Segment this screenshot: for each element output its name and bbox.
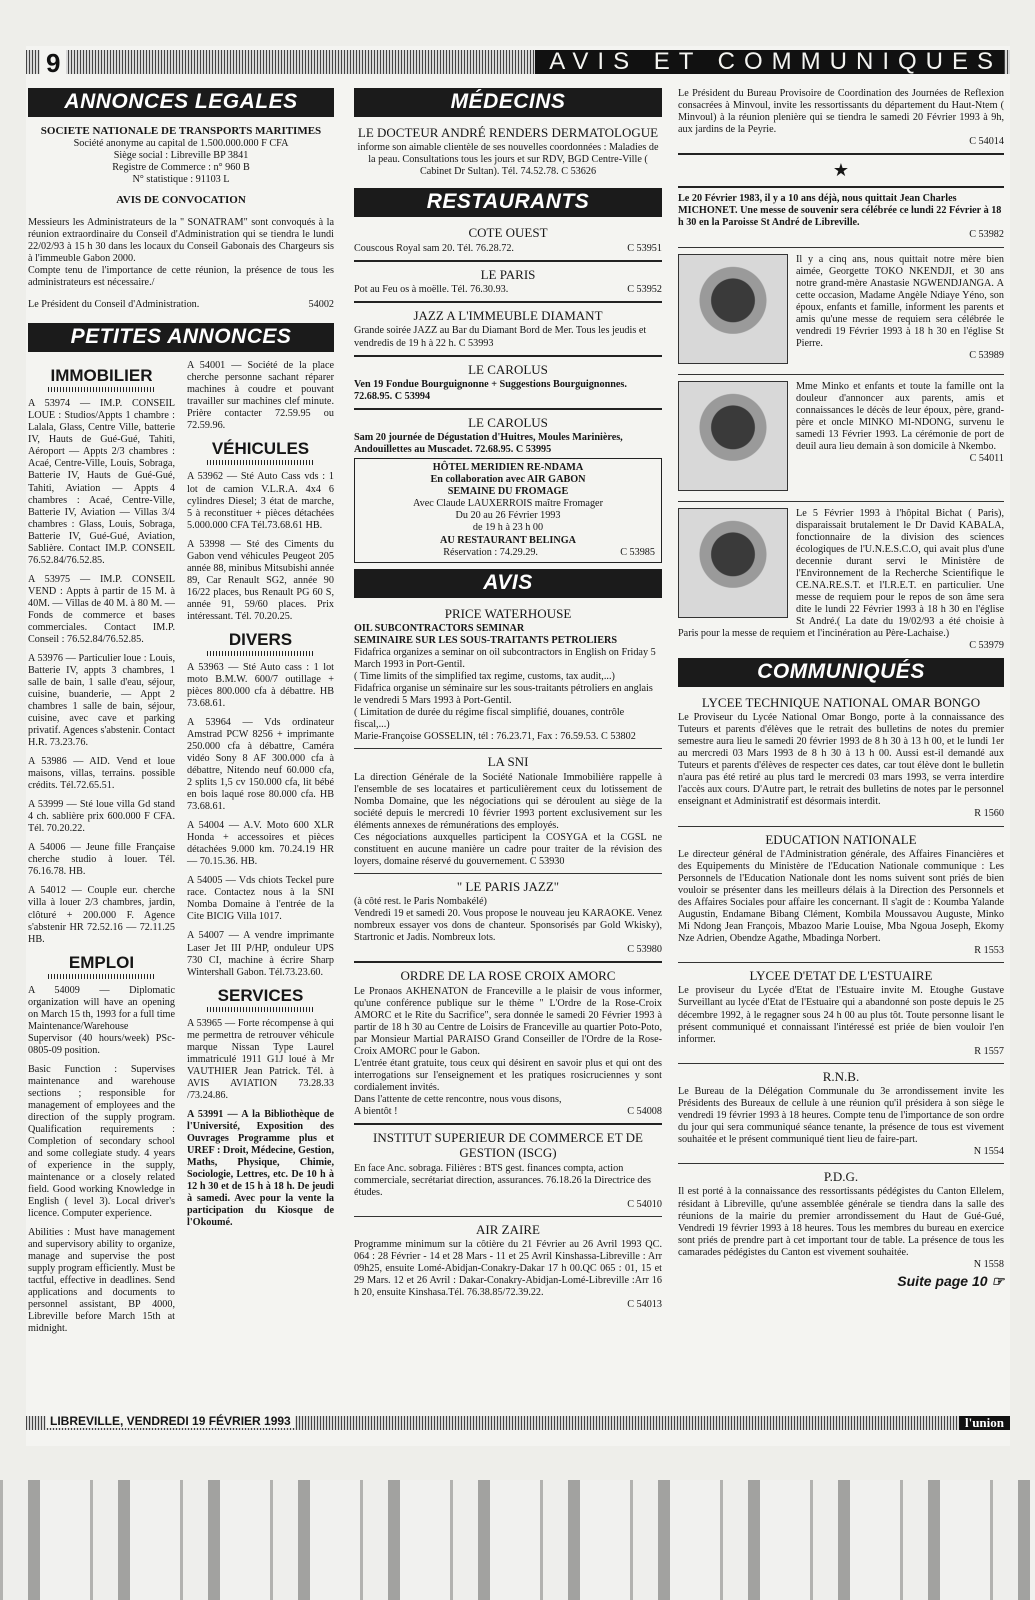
obituary-ref: C 53989: [969, 349, 1004, 361]
classified-ad: Abilities : Must have management and supervisory ability to organize, manage and supervise the post supply program efficiently. Must be tactful, effective in deadlines. Send applications and documents to personnel assistant, BP 4000, Libreville before March 15th at midnight.: [28, 1227, 175, 1335]
lycee-estuaire-title: LYCEE D'ETAT DE L'ESTUAIRE: [749, 968, 933, 984]
restaurant-title: LE PARIS: [480, 266, 536, 282]
snt-details: [28, 138, 334, 186]
footer-bar: [26, 1416, 1010, 1430]
pw-ref: C 53802: [601, 731, 636, 743]
classified-ad: Basic Function : Supervises maintenance and warehouse sections ; responsible for management of employees and the direction of the supply program. Qualification requirements : Completion of secondary school and some collegiate study. 4 years of experience in the supply, maintenance or a closely related field. Good working Knowledge in English ( level 3). Local driver's licence. Computer experience.: [28, 1063, 175, 1220]
divider: [678, 374, 1004, 375]
pw-title: PRICE WATERHOUSE: [444, 605, 572, 621]
banner-annonces-legales: ANNONCES LEGALES: [28, 88, 334, 117]
classified-ad: A 54007 — A vendre imprimante Laser Jet III P/HP, onduleur UPS 730 CI, machine à écrire Sharp Wintershall Gabon. Tél.73.23.60.: [187, 930, 334, 978]
classified-ad: A 53976 — Particulier loue : Louis, Batterie IV, appts 3 chambres, 1 salle de bain, 1 salle d'eau, séjour, cuisine, buanderie, — Appt 2 chambres 1 salle de bain, séjour, cuisine, avec cave et parking privatif. Agences s'abstenir. Contact H.R. 73.23.76.: [28, 652, 175, 749]
rose-croix-text: Dans l'attente de cette rencontre, nous vous disons,: [354, 1093, 562, 1105]
meridien-line: Avec Claude LAUXERROIS maître Fromager: [413, 498, 603, 510]
avis-convocation-title: AVIS DE CONVOCATION: [116, 194, 246, 207]
meridien-line: HÔTEL MERIDIEN RE-NDAMA: [432, 462, 584, 474]
category-underline: [207, 1007, 314, 1012]
air-zaire-ref: C 54013: [627, 1299, 662, 1311]
lycee-omar-bongo-title: LYCEE TECHNIQUE NATIONAL OMAR BONGO: [701, 694, 981, 710]
obituary-text: Il y a cinq ans, nous quittait notre mère bien aimée, Georgette TOKO NKENDJI, et 30 ans notre grand-mère Anastasie NGWENDJANGA. A cette occasion, Madame Angèle Ndiaye Yéno, son époux, enfants et famille, informent les parents et amis qu'une messe de requiem sera célébrée le vendredi 19 Février 1993 à 18 h 30 en l'église St Pierre.: [796, 253, 1004, 349]
divider: [354, 355, 662, 357]
divider: [678, 247, 1004, 248]
restaurant-title: LE CAROLUS: [468, 414, 548, 430]
restaurant-row: [354, 284, 662, 296]
divider: [678, 826, 1004, 827]
iscg-title: INSTITUT SUPERIEUR DE COMMERCE ET DE GESTION (ISCG): [373, 1129, 643, 1161]
category-emploi: EMPLOI: [68, 952, 135, 972]
lycee-estuaire-text: Le proviseur du Lycée d'Etat de l'Estuaire invite M. Etoughe Gustave Surveillant au lycée d'Etat de l'Estuaire qui a abandonné son poste depuis le 25 décembre 1992, à le regagner sous 24 h 00 au plus tôt. Toute personne lisant le présent communiqué et connaissant l'intéressé est priée de bien vouloir l'en informer.: [678, 985, 1004, 1045]
meridien-line: de 19 h à 23 h 00: [472, 522, 544, 534]
medecin-text: informe son aimable clientèle de ses nouvelles coordonnées : Maladies de la peau. Consultations tous les jours et sur RDV, BGD Centre-Ville ( Cabinet Dr Sultan). Tél. 74.52.78.: [357, 142, 659, 178]
rose-croix-end-row: [354, 1106, 662, 1118]
medecin-title: LE DOCTEUR ANDRÉ RENDERS DERMATOLOGUE: [357, 125, 659, 140]
divider: [678, 153, 1004, 155]
classified-ad: A 53964 — Vds ordinateur Amstrad PCW 8256 + imprimante 250.000 cfa à débattre, Caméra vidéo Sony 8 AF 300.000 cfa à débattre, Nitendo neuf 60.000 cfa, 2 splits 1,5 cv 150.000 cfa, lit bébé en bois laqué rose 80.000 cfa. HB 73.68.61.: [187, 716, 334, 813]
divider: [354, 961, 662, 963]
footer-dateline: LIBREVILLE, VENDREDI 19 FÉVRIER 1993: [46, 1414, 295, 1428]
restaurant-ref: C 53995: [515, 444, 552, 456]
restaurant-ref: C 53993: [458, 337, 494, 349]
restaurant-title: LE CAROLUS: [468, 361, 548, 377]
divider: [354, 260, 662, 262]
rose-croix-ref: C 54008: [627, 1105, 662, 1117]
restaurant-title: JAZZ A L'IMMEUBLE DIAMANT: [413, 308, 603, 324]
classified-ad: A 53963 — Sté Auto cass : 1 lot moto B.M.W. 600/7 outillage + pièces 800.000 cfa à débattre. HB 73.68.61.: [187, 661, 334, 709]
air-zaire-title: AIR ZAIRE: [476, 1221, 540, 1237]
banner-restaurants: RESTAURANTS: [354, 188, 662, 217]
header-bar: [26, 48, 1010, 78]
divider: [678, 1063, 1004, 1064]
classified-ad: A 53974 — IM.P. CONSEIL LOUE : Studios/Appts 1 chambre : Lalala, Glass, Centre Ville, batterie IV, Hauts de Gué-Gué, Tahiti, Aéroport — Appts 2/3 chambres : Acaé, Centre-Ville, Louis, Sobraga, Batterie IV, Hauts de Gué-Gué, Tahiti, Aviation — Appts 4 chambres : Acaé, Centre-Ville, Batterie IV, Aviation — Villas 3/4 chambres : Glass, Louis, Sobraga, Batterie IV, Gué-Gué, Aviation, Sablière. Contact IM.P. CONSEIL 76.52.84/76.52.85.: [28, 398, 175, 566]
sni-text-row: [354, 832, 662, 868]
restaurant-ref: C 53951: [627, 242, 662, 254]
divider: [354, 301, 662, 303]
education-nationale-ref: R 1553: [974, 945, 1004, 957]
restaurant-row: [354, 432, 662, 456]
star-icon: ★: [832, 160, 850, 181]
column-medecins-restaurants-avis: [354, 88, 662, 1311]
classified-ad: A 53999 — Sté loue villa Gd stand 4 ch. sablière prix 600.000 F CFA. Tél. 70.20.22.: [28, 799, 175, 835]
avis-convocation-text-2: Compte tenu de l'importance de cette réunion, la présence de tous les administrateurs est nécessaire./: [28, 265, 334, 289]
banner-petites-annonces: PETITES ANNONCES: [28, 323, 334, 352]
classifieds-right: [187, 360, 334, 1342]
avis-convocation-text: Messieurs les Administrateurs de la " SONATRAM" sont convoqués à la réunion extraordinaire du Conseil d'Administration qui se tiendra le lundi 22/02/93 à 15 h 30 dans les locaux du Conseil Gabonais des Chargeurs sis à l'immeuble Gabon 2000.: [28, 217, 334, 265]
obituary-ref: C 53979: [969, 639, 1004, 651]
avis-ref: 54002: [308, 299, 334, 311]
rose-croix-text: Le Pronaos AKHENATON de Franceville a le plaisir de vous informer, qu'une conférence publique sur le thème " L'Ordre de la Rose-Croix AMORC et le Rite du Sacrifice", sera donnée le samedi 20 Février 1993 à partir de 18 h 30 au Centre de Loisirs de Franceville au quartier Poto-Poto, par Monsieur Martial PARAISO Grand Conseiller de l'Ordre de la Rose-Croix AMORC pour le Gabon.: [354, 985, 662, 1057]
snt-line: Société anonyme au capital de 1.500.000.000 F CFA: [73, 137, 289, 149]
rnb-text: Le Bureau de la Délégation Communale du 3e arrondissement invite les Présidents des Bureaux de cellule à une réunion qu'il présidera à son siège le vendredi 19 février 1993 à 18 heures. Compte tenu de l'importance de son ordre du jour qui sera communiqué séance tenante, la présence de tous est vivement souhaitée et le présent communiqué tient lieu de faire-part.: [678, 1085, 1004, 1146]
pdg-ref: N 1558: [973, 1258, 1004, 1270]
air-zaire-text: Programme minimum sur la côtière du 21 Février au 26 Avril 1993 QC. 064 : 28 Février - 14 et 28 Mars - 11 et 25 Avril Kinshassa-Libreville : Arr 09h25, ensuite Lomé-Abidjan-Conakry-Dakar 17 h 00.QC 065 : 01, 15 et 29 Mars. 12 et 26 Avril : Dakar-Conakry-Abidjan-Lomé-Libreville :Arr 16 h 20, ensuite Kinshasa.Tél. 76.38.85/72.39.22.: [354, 1239, 662, 1299]
sni-text-2: Ces négociations auxquelles participent la COSYGA et la CGSL ne constituent en aucune manière un cadre pour traiter de la révision des loyers, domaine réservé du gouvernement.: [354, 831, 662, 867]
category-immobilier: IMMOBILIER: [50, 366, 153, 386]
classified-ad: A 54009 — Diplomatic organization will have an opening on March 15 th, 1993 for a full time Maintenance/Warehouse Supervisor (40 hours/week) PSc-0805-09 position.: [28, 984, 175, 1056]
classified-ad: A 53986 — AID. Vend et loue maisons, villas, terrains. possible crédits. Tél.72.65.51.: [28, 756, 175, 792]
rnb-ref: N 1554: [973, 1146, 1004, 1158]
category-underline: [48, 387, 155, 392]
pw-sub2: SEMINAIRE SUR LES SOUS-TRAITANTS PETROLIERS: [354, 634, 618, 646]
meridien-box: [354, 458, 662, 562]
pw-contact-row: [354, 731, 662, 743]
classified-ad: A 54012 — Couple eur. cherche villa à louer 2/3 chambres, jardin, clôturé + 200.000 F. Agence s'abstenir HR 72.52.16 — 72.11.25 HB.: [28, 885, 175, 945]
pdg-text: Il est porté à la connaissance des ressortissants pédégistes du Canton Ellelem, résidant à Libreville, qu'une assemblée générale se tiendra dans la salle des réunions de la mairie du premier arrondissement du Haut de Gué-Gué, Vendredi 19 février 1993 à 18 heures. Tous les membres du bureau en exercice sont priés de prendre part à cet important tour de table. La présence de tous les camarades pédégistes du Canton est vivement souhaitée.: [678, 1186, 1004, 1258]
avis-signature-row: [28, 299, 334, 311]
classified-ad: A 54006 — Jeune fille Française cherche studio à louer. Tél. 76.16.78. HB.: [28, 842, 175, 878]
footer-masthead: l'union: [959, 1416, 1010, 1430]
pw-text: ( Limitation de durée du régime fiscal simplifié, douanes, contrôle fiscal,...): [354, 707, 625, 731]
meridien-resa: Réservation : 74.29.29.: [443, 546, 538, 558]
obituary-ref: C 54011: [969, 452, 1004, 464]
category-underline: [48, 974, 155, 979]
column-legal-classifieds: [28, 88, 334, 1342]
category-divers: DIVERS: [228, 629, 293, 649]
portrait-photo: [678, 381, 788, 491]
meridien-line: En collaboration avec AIR GABON: [430, 474, 586, 486]
pw-text: Fidafrica organise un séminaire sur les sous-traitants pétroliers en anglais le vendredi 5 Mars 1993 à Port-Gentil.: [354, 683, 653, 707]
paris-jazz-title: " LE PARIS JAZZ": [456, 878, 560, 894]
portrait-photo: [678, 508, 788, 618]
classifieds-grid: [28, 360, 334, 1342]
meridien-line: Du 20 au 26 Février 1993: [455, 510, 561, 522]
divider: [354, 1123, 662, 1125]
scan-artifact: [0, 1480, 1035, 1600]
obituary: [678, 508, 1004, 652]
divider: [354, 1216, 662, 1217]
sni-title: LA SNI: [487, 754, 529, 770]
section-title: AVIS ET COMMUNIQUES: [535, 50, 1004, 74]
paris-jazz-ref: C 53980: [627, 944, 662, 956]
divider: [354, 408, 662, 410]
snt-line: N° statistique : 91103 L: [132, 174, 230, 186]
michonet-ref: C 53982: [969, 229, 1004, 241]
sni-text: La direction Générale de la Société Nationale Immobilière rappelle à l'ensemble de ses locataires et particulièrement ceux du lotissement de Nomba Domaine, que les négociations qui se déroulent au siège de la société depuis le mercredi 10 février 1993 portent exclusivement sur les éléments annexes de rémunérations des employés.: [354, 771, 662, 831]
iscg-ref: C 54010: [627, 1198, 662, 1210]
classified-ad: A 53962 — Sté Auto Cass vds : 1 lot de camion V.L.R.A. 4x4 6 cylindres Diesel; 3 état de marche, 5 à reconstituer + pièces détachées 5.000.000 CFA Tél.73.68.61 HB.: [187, 471, 334, 531]
restaurant-row: [354, 325, 662, 349]
page-number: 9: [40, 48, 66, 79]
classified-ad: A 53991 — A la Bibliothèque de l'Université, Exposition des Ouvrages Programme plus et UREF : Droit, Médecine, Gestion, Maths, Physique, Chimie, Sociologie, Lettres, etc. De 10 h à 12 h 30 et de 15 h à 18 h. De jeudi à samedi. Avec pour la vente la participation du Kiosque de l'Okoumé.: [187, 1108, 334, 1229]
medecin-ref: C 53626: [561, 166, 597, 178]
banner-medecins: MÉDECINS: [354, 88, 662, 117]
pw-sub1: OIL SUBCONTRACTORS SEMINAR: [354, 622, 525, 634]
meridien-ref: C 53985: [620, 546, 655, 558]
pw-contact: Marie-Françoise GOSSELIN, tél : 76.23.71, Fax : 76.59.53.: [354, 731, 599, 743]
minvoul-ref: C 54014: [969, 136, 1004, 148]
lycee-estuaire-ref: R 1557: [974, 1045, 1004, 1057]
restaurant-ref: C 53994: [394, 390, 431, 402]
restaurant-row: [354, 379, 662, 403]
lycee-omar-bongo-ref: R 1560: [974, 808, 1004, 820]
banner-communiques: COMMUNIQUÉS: [678, 658, 1004, 687]
category-services: SERVICES: [217, 985, 304, 1005]
avis-signature: Le Président du Conseil d'Administration.: [28, 299, 200, 311]
michonet-text: Le 20 Février 1983, il y a 10 ans déjà, nous quittait Jean Charles MICHONET. Une messe de souvenir sera célébrée ce lundi 22 Février à 18 h 30 en la Paroisse St André de Libreville.: [678, 193, 1002, 229]
classified-ad: A 53998 — Sté des Ciments du Gabon vend véhicules Peugeot 205 année 88, minibus Mitsubishi année 89, Car Renault SG2, année 90 16/22 places, bus Renault PG 60 S, année 91, 59/60 places. Prix intéressant. Tél. 70.20.25.: [187, 538, 334, 622]
restaurant-text: Sam 20 journée de Dégustation d'Huitres, Moules Marinières, Andouillettes au Muscadet. 72.68.95.: [354, 432, 623, 456]
divider: [354, 748, 662, 749]
portrait-photo: [678, 254, 788, 364]
pdg-title: P.D.G.: [823, 1169, 859, 1185]
rose-croix-title: ORDRE DE LA ROSE CROIX AMORC: [400, 968, 616, 984]
obituary: [678, 254, 1004, 368]
category-underline: [207, 460, 314, 465]
paris-jazz-text: Vendredi 19 et samedi 20. Vous propose le nouveau jeu KARAOKE. Venez nombreux essayer vos dons de chanteur. Sponsorisés par Gold Wkisky), Startronic et Jadis. Nombreux lots.: [354, 908, 662, 944]
lycee-omar-bongo-text: Le Proviseur du Lycée National Omar Bongo, porte à la connaissance des Tuteurs et parents d'élèves que le retrait des bulletins de notes du premier semestre aura lieu le samedi 20 février 1993 de 8 h 30 à 13 h 00, et le lundi 1er au mercredi 03 Mars 1993 de 8 h 30 à 13 h 00. Aussi est-il demandé aux Tuteurs et parents d'élèves de respecter ces dates, car tout élève dont le bulletin n'aura pas été retiré au plus tard le mercredi 03 mars 1993, se verra interdire l'accès aux cours. D'Autre part, le retrait des bulletins de notes par le personnel enseignant et Administratif est désormais interdit.: [678, 712, 1004, 808]
iscg-text: En face Anc. sobraga. Filières : BTS gest. finances compta, action commerciale, secrétariat direction, assurances. 76.18.26 la Directrice des études.: [354, 1162, 651, 1198]
pw-text: ( Time limits of the simplified tax regime, customs, tax audit,...): [354, 671, 615, 683]
classified-ad: A 54005 — Vds chiots Teckel pure race. Contactez nous à la SNI Nomba Domaine à l'entrée de la Cite BICIG Villa 1017.: [187, 875, 334, 923]
minvoul-text: Le Président du Bureau Provisoire de Coordination des Journées de Reflexion consacrées à Minvoul, invite les ressortissants du département du Haut-Ntem ( Minvoul) à la réunion plenière qui se tiendra le samedi 20 Février 1993 à 9h, aux jardins de la Peyrie.: [678, 88, 1004, 136]
restaurant-ref: C 53952: [627, 284, 662, 296]
category-vehicules: VÉHICULES: [211, 439, 310, 459]
divider: [678, 186, 1004, 188]
medecin-text-row: [354, 142, 662, 178]
divider: [678, 962, 1004, 963]
divider: [354, 873, 662, 874]
education-nationale-text: Le directeur général de l'Administration générale, des Affaires Financières et des Equipements du Ministère de l'Education Nationale communique : Les Personnels de l'Education Nationale dont les noms suivent sont priés de bien vouloir se présenter dans les meilleurs délais à la Direction des Personnels et des Affaires Sociales pour affaire les concernant. Il s'agit de : Koumba Yalande Augustin, Endamane Bibang Clément, Kombila Moussavou Auguste, Minko Mi Ndong Jean François, Mbazoo Marie Louise, Mba Ngoua Joseph, Ekomy Nze Adrien, Obendze Agathe, Mbadinga Norbert.: [678, 848, 1004, 945]
classified-ad: A 53965 — Forte récompense à qui me permettra de retrouver véhicule marque Nissan Type Laurel immatriculé 1911 G1J loué à Mr VAUTHIER Jean Patrick. Tél. à AVIS AVIATION 73.28.33 /73.24.86.: [187, 1017, 334, 1101]
obituary: [678, 381, 1004, 495]
classifieds-left: [28, 360, 175, 1342]
divider: [678, 501, 1004, 502]
meridien-line: AU RESTAURANT BELINGA: [439, 534, 577, 546]
obituary-text: Mme Minko et enfants et toute la famille ont la douleur d'annoncer aux parents, amis et connaissances le décès de leur époux, père, grand-père et oncle MINKO MI-NDONG, survenu le samedi 13 Février 1993. La cérémonie de port de deuil aura lieu demain à son domicile à Nkembo.: [796, 380, 1004, 452]
category-underline: [207, 651, 314, 656]
snt-title: SOCIETE NATIONALE DE TRANSPORTS MARITIMES: [40, 125, 322, 137]
restaurant-row: [354, 243, 662, 255]
classified-ad: A 53975 — IM.P. CONSEIL VEND : Appts à partir de 15 M. à 40M. — Villas de 40 M. à 80 M. — Fonds de commerce et bases commerciales. Contact IM.P. Conseil : 76.52.84/76.52.85.: [28, 573, 175, 645]
snt-line: Registre de Commerce : n° 960 B: [112, 162, 250, 174]
rnb-title: R.N.B.: [822, 1068, 860, 1084]
pw-text: Fidafrica organizes a seminar on oil subcontractors in English on Friday 5 March 1993 in Port-Gentil.: [354, 646, 656, 670]
restaurant-text: Couscous Royal sam 20. Tél. 76.28.72.: [354, 242, 514, 254]
restaurant-text: Pot au Feu os à moëlle. Tél. 76.30.93.: [354, 284, 509, 296]
paris-jazz-sub: (à côté rest. le Paris Nombakélé): [354, 896, 487, 908]
classified-ad: A 54001 — Société de la place cherche personne sachant réparer machines à coudre et pouvant travailler sur machines clef minute. Prière contacter 72.59.95 ou 72.59.96.: [187, 360, 334, 432]
suite-page-link: Suite page 10 ☞: [897, 1272, 1004, 1289]
restaurant-text: Ven 19 Fondue Bourguignonne + Suggestions Bourguignonnes. 72.68.95.: [354, 378, 627, 402]
banner-avis: AVIS: [354, 569, 662, 598]
classified-ad: A 54004 — A.V. Moto 600 XLR Honda + accessoires et pièces détachées 9.000 km. 70.24.19 HR — 70.15.36. HB.: [187, 820, 334, 868]
restaurant-title: COTE OUEST: [468, 225, 548, 241]
obituary-text: Le 5 Février 1993 à l'hôpital Bichat ( Paris), disparaissait brutalement le Dr David KABALA, fonctionnaire de la division des sciences écologiques de l'U.N.E.S.C.O, qui avait plus d'une decennie durant servi le Ministère de l'Environnement de la Recherche Scientifique le CE.NA.RE.S.T. et l'I.R.E.T. en particulier. Une messe de requiem pour le repos de son âme sera dite le lundi 22 Février 1993 à 18 h 30 en l'église St André.( La date du 19/02/93 a été choisie à Paris pour la messe de requiem et l'incinération au Père-Lachaise.): [678, 507, 1004, 639]
divider: [678, 1163, 1004, 1164]
column-avis-communiques: [678, 88, 1004, 1290]
sni-ref: C 53930: [529, 855, 565, 867]
rose-croix-text: A bientôt !: [354, 1105, 398, 1117]
meridien-resa-row: [361, 547, 655, 559]
education-nationale-title: EDUCATION NATIONALE: [765, 831, 917, 847]
restaurant-text: Grande soirée JAZZ au Bar du Diamant Bord de Mer. Tous les jeudis et vendredis de 19 h à 22 h.: [354, 325, 647, 349]
newspaper-page: [26, 46, 1010, 1446]
snt-line: Siège social : Libreville BP 3841: [113, 150, 249, 161]
meridien-line: SEMAINE DU FROMAGE: [447, 486, 569, 498]
rose-croix-text: L'entrée étant gratuite, tous ceux qui désirent en savoir plus et qui ont des interrogations sur l'enseignement et les pratiques rosicruciennes y sont cordialement invités.: [354, 1057, 662, 1093]
